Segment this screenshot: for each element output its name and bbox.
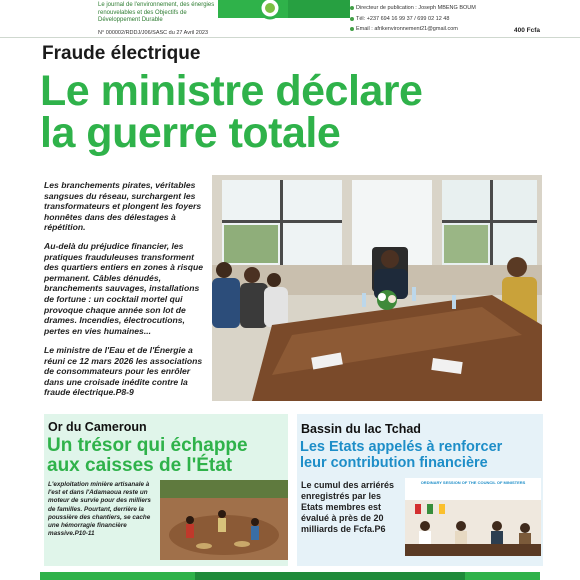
bullet-icon <box>350 17 354 21</box>
price-tag: 400 Fcfa <box>513 27 540 34</box>
gold-title-line-1: Un trésor qui échappe <box>47 435 248 456</box>
mining-photo <box>160 480 288 560</box>
lake-chad-story-panel <box>297 414 543 566</box>
email-line: Email : afrikenvironnement21@gmail.com <box>350 26 458 32</box>
gold-story-title <box>47 436 291 476</box>
lake-chad-title-line-1: Les Etats appelés à renforcer <box>300 439 503 455</box>
main-headline <box>40 67 560 157</box>
gold-title-line-2: aux caisses de l'État <box>47 455 233 476</box>
lake-chad-title-line-2: leur contribution financière <box>300 455 488 471</box>
lake-chad-story-title <box>300 439 544 471</box>
lake-chad-section-label: Bassin du lac Tchad <box>301 422 421 436</box>
bullet-icon <box>350 6 354 10</box>
newspaper-logo <box>218 0 350 20</box>
session-scene <box>405 500 541 556</box>
gold-story-text: L'exploitation minière artisanale à l'est et dans l'Adamaoua reste un moteur de survie pour des milliers de familles. Pourtant, derrière la poussière des chantiers, se cache une hémorragie financière massive.P10-11 <box>48 481 151 538</box>
bullet-icon <box>350 27 354 31</box>
gold-story-panel <box>44 414 288 566</box>
masthead-divider <box>0 37 580 38</box>
footer-strip-dark <box>195 572 465 580</box>
meeting-photo <box>212 175 542 401</box>
session-banner-text: ORDINARY SESSION OF THE COUNCIL OF MINISTERS <box>420 480 526 485</box>
lead-paragraph-1: Les branchements pirates, véritables sangsues du réseau, surchargent les transformateurs et plongent les foyers honnêtes dans des délestages à répétition. <box>44 180 202 233</box>
main-kicker: Fraude électrique <box>42 43 201 64</box>
gold-section-label: Or du Cameroun <box>48 420 147 434</box>
director-line: Directeur de publication : Joseph MBENG BOUM <box>350 5 476 11</box>
phone-line: Tél: +237 694 16 99 37 / 699 02 12 48 <box>350 16 449 22</box>
lead-paragraph-2: Au-delà du préjudice financier, les pratiques frauduleuses transforment des quartiers entiers en zones à risque permanent. Câbles dénudés, branchements sauvages, installations de fortune : un cocktail mortel qui provoque chaque année son lot de drames. Incendies, électrocutions, pertes en vies humaines... <box>44 241 204 336</box>
lake-chad-story-text: Le cumul des arriérés enregistrés par les Etats membres est évalué à près de 20 milliards de Fcfa.P6 <box>301 480 395 534</box>
masthead-tagline: Le journal de l'environnement, des énergies renouvelables et des Objectifs de Développement Durable <box>98 2 215 23</box>
headline-line-2: la guerre totale <box>40 109 341 157</box>
session-photo <box>405 478 541 556</box>
lead-paragraph-3: Le ministre de l'Eau et de l'Énergie a réuni ce 12 mars 2026 les associations de consommateurs pour les enrôler dans une croisade inédite contre la fraude électrique.P8-9 <box>44 345 203 398</box>
headline-line-1: Le ministre déclare <box>40 67 423 115</box>
registration-number: N° 000002/RDDJ/J06/SASC du 27 Avril 2023 <box>98 30 209 36</box>
